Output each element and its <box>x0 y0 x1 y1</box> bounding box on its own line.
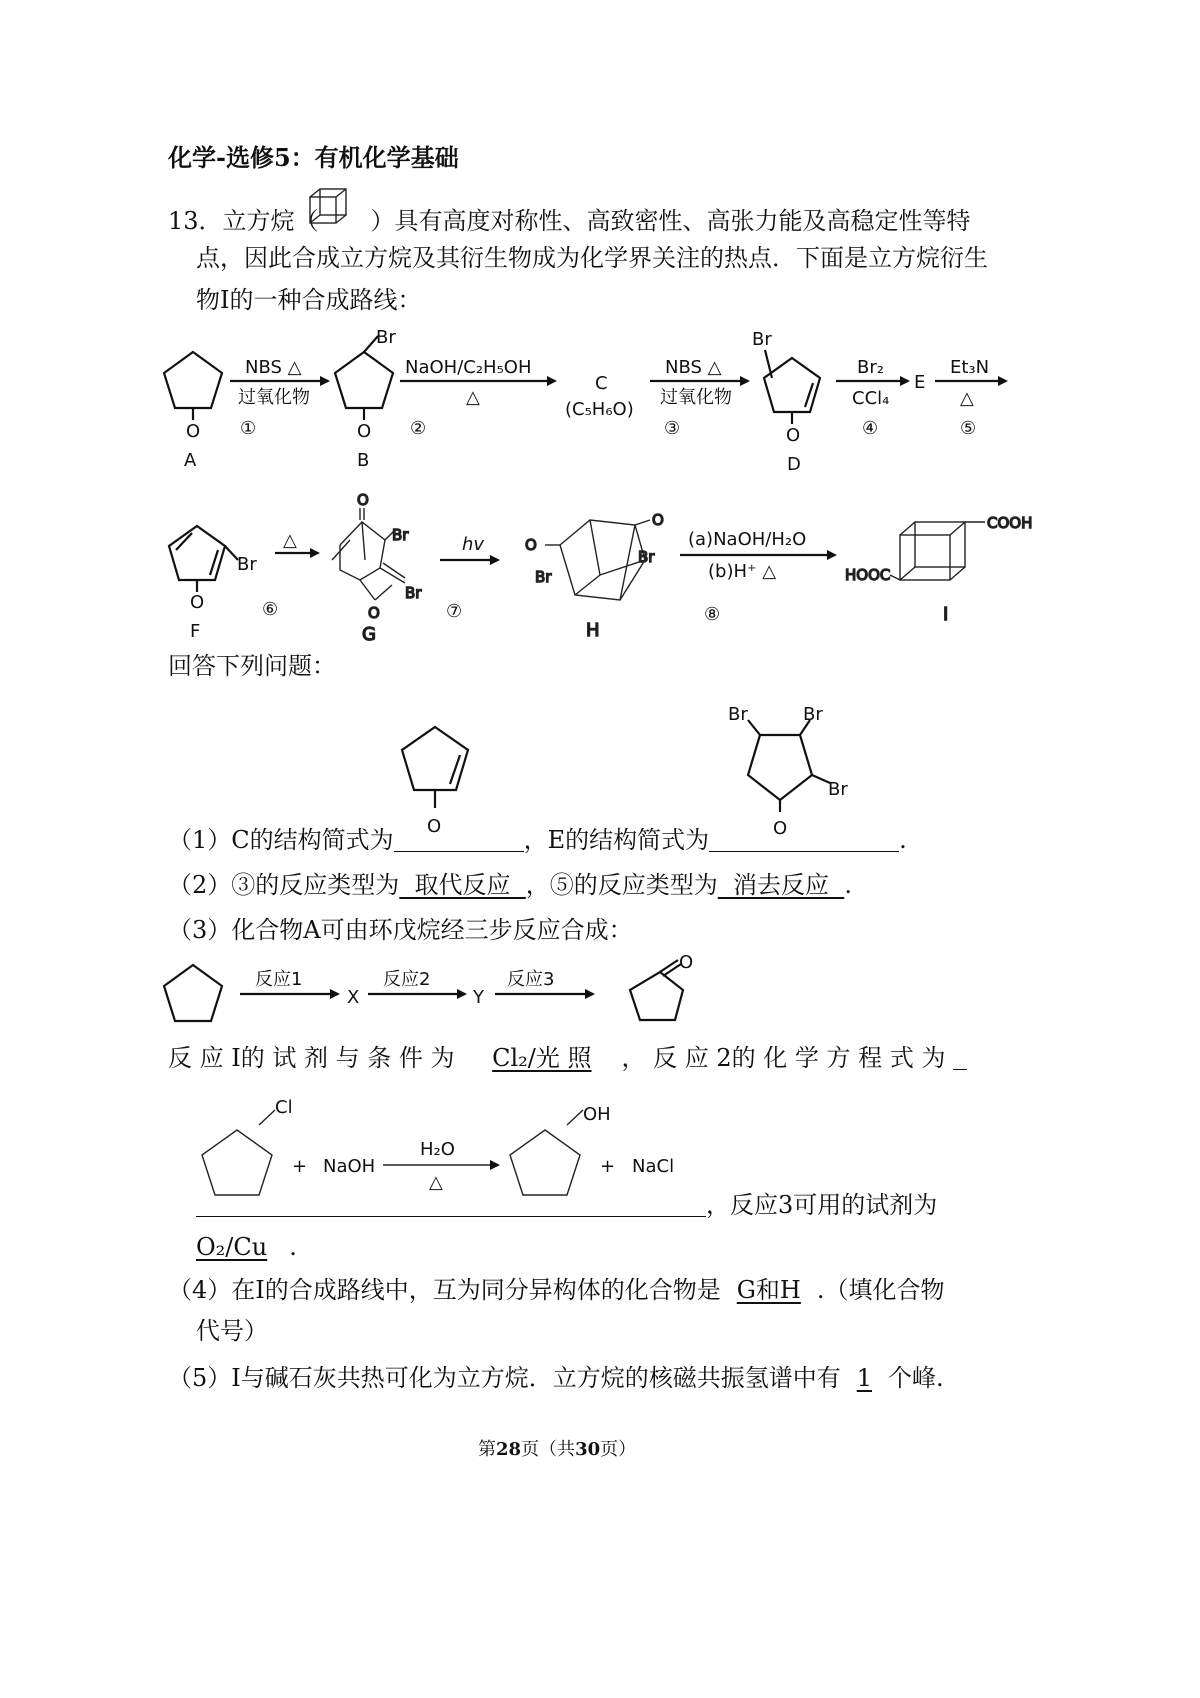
page-footer <box>478 1435 636 1465</box>
q5-line <box>168 1363 944 1393</box>
eq-nacl: NaCl <box>632 1156 675 1177</box>
page-number: 28 <box>496 1439 522 1460</box>
reaction-2-label: 反应2 <box>383 969 431 990</box>
atom-br: Br <box>405 584 422 602</box>
q3-line-3 <box>196 1190 937 1220</box>
q3-line3-suffix: ，反应3可用的试剂为 <box>706 1191 938 1219</box>
atom-o: O <box>525 536 537 554</box>
r1-top: NBS △ <box>245 357 302 378</box>
q4-line-1 <box>168 1275 945 1305</box>
step-label-1: ① <box>240 418 257 439</box>
q2-end: . <box>844 871 852 899</box>
eq-naoh: NaOH <box>323 1156 376 1177</box>
q3-line-1: （3）化合物A可由环戊烷经三步反应合成： <box>168 916 633 944</box>
atom-o: O <box>427 816 442 837</box>
eq-cl: Cl <box>275 1097 293 1118</box>
r4-bottom: CCl₄ <box>852 388 890 409</box>
atom-br: Br <box>237 554 257 575</box>
group-cooh: COOH <box>987 514 1033 532</box>
q4-end: .（填化合物 <box>816 1276 945 1304</box>
r7-top: hv <box>462 534 485 555</box>
question-line-3: 物I的一种合成路线： <box>196 286 422 314</box>
compound-label-f: F <box>190 621 201 642</box>
q1-prefix: （1）C的结构简式为 <box>168 826 394 854</box>
q1-mid: ，E的结构简式为 <box>523 826 710 854</box>
footer-text: 页（共 <box>521 1439 576 1460</box>
r2-top: NaOH/C₂H₅OH <box>405 357 532 378</box>
r5-bottom: △ <box>960 388 974 409</box>
answer-intro: 回答下列问题： <box>168 652 336 680</box>
q5-answer: 1 <box>856 1364 873 1392</box>
atom-br: Br <box>803 704 823 725</box>
eq-h2o: H₂O <box>420 1139 455 1160</box>
question-line-2: 点，因此合成立方烷及其衍生物成为化学界关注的热点．下面是立方烷衍生 <box>196 244 988 272</box>
question-number: 13． <box>168 207 223 235</box>
group-hooc: HOOC <box>845 566 891 584</box>
atom-o: O <box>652 511 664 529</box>
atom-o: O <box>773 818 788 839</box>
r3-bottom: 过氧化物 <box>660 387 732 408</box>
r4-top: Br₂ <box>857 357 884 378</box>
section-title: 化学-选修5：有机化学基础 <box>168 143 459 172</box>
q2-answer-2: 消去反应 <box>717 871 845 899</box>
atom-br: Br <box>828 779 848 800</box>
compound-label-b: B <box>357 450 370 471</box>
intermediate-x: X <box>347 987 360 1008</box>
r8-top: (a)NaOH/H₂O <box>688 529 807 550</box>
atom-o: O <box>357 421 372 442</box>
q3-line2-mid: ， 反 应 2的 化 学 方 程 式 为 <box>621 1044 954 1072</box>
q3-line-4 <box>196 1232 297 1262</box>
atom-br: Br <box>392 526 409 544</box>
q4-line-2: 代号） <box>196 1317 268 1345</box>
eq-delta: △ <box>429 1172 443 1193</box>
question-intro-1: 立方烷（ <box>222 207 319 235</box>
step-label-3: ③ <box>664 418 681 439</box>
atom-o: O <box>190 592 205 613</box>
atom-br: Br <box>638 548 655 566</box>
q5-end: 个峰. <box>888 1364 944 1392</box>
r5-top: Et₃N <box>950 357 990 378</box>
q2-mid: ，⑤的反应类型为 <box>525 871 718 899</box>
step-label-2: ② <box>410 418 427 439</box>
atom-br: Br <box>728 704 748 725</box>
footer-text: 第 <box>478 1439 496 1460</box>
compound-label-h: H <box>586 620 600 641</box>
atom-o: O <box>357 491 369 509</box>
eq-plus-1: + <box>292 1156 308 1177</box>
q3-line2-prefix: 反 应 I的 试 剂 与 条 件 为 <box>168 1044 463 1072</box>
r2-bottom: △ <box>466 387 480 408</box>
q2-answer-1: 取代反应 <box>399 871 526 899</box>
step-label-4: ④ <box>862 418 879 439</box>
compound-label-d: D <box>787 454 801 475</box>
atom-o: O <box>186 421 201 442</box>
question-intro-1b: ）具有高度对称性、高致密性、高张力能及高稳定性等特 <box>370 207 971 235</box>
q1-end: . <box>899 826 907 854</box>
atom-o: O <box>679 952 694 973</box>
q5-prefix: （5）I与碱石灰共热可化为立方烷．立方烷的核磁共振氢谱中有 <box>168 1364 841 1392</box>
q4-prefix: （4）在I的合成路线中，互为同分异构体的化合物是 <box>168 1276 721 1304</box>
atom-br: Br <box>752 329 772 350</box>
q3-line4-end: . <box>289 1233 297 1261</box>
r8-bottom: (b)H⁺ △ <box>708 561 777 582</box>
c-formula-1: C <box>595 373 608 394</box>
compound-label-a: A <box>184 450 197 471</box>
step-label-6: ⑥ <box>262 599 279 620</box>
atom-o: O <box>786 425 801 446</box>
q2-prefix: （2）③的反应类型为 <box>168 871 400 899</box>
page-total: 30 <box>575 1439 601 1460</box>
r1-bottom: 过氧化物 <box>238 387 310 408</box>
footer-text: 页） <box>600 1439 637 1460</box>
reaction-1-label: 反应1 <box>255 969 303 990</box>
intermediate-y: Y <box>473 987 484 1008</box>
q3-answer-reagent: Cl₂/光 照 <box>492 1044 592 1072</box>
atom-br: Br <box>535 568 552 586</box>
q3-equation-blank <box>196 1192 706 1217</box>
atom-o: O <box>368 604 380 622</box>
reaction-3-label: 反应3 <box>507 969 555 990</box>
r6-top: △ <box>283 530 297 551</box>
compound-label-g: G <box>362 624 376 645</box>
step-label-5: ⑤ <box>960 418 977 439</box>
q3-answer-reagent-3: O₂/Cu <box>196 1233 268 1261</box>
eq-oh: OH <box>583 1104 611 1125</box>
compound-label-e: E <box>914 372 926 393</box>
c-formula-2: (C₅H₆O) <box>565 399 634 420</box>
r3-top: NBS △ <box>665 357 722 378</box>
compound-label-i: I <box>943 604 949 625</box>
q4-answer: G和H <box>736 1276 801 1304</box>
atom-br: Br <box>376 327 396 348</box>
step-label-7: ⑦ <box>446 601 463 622</box>
step-label-8: ⑧ <box>704 604 721 625</box>
eq-plus-2: + <box>600 1156 616 1177</box>
